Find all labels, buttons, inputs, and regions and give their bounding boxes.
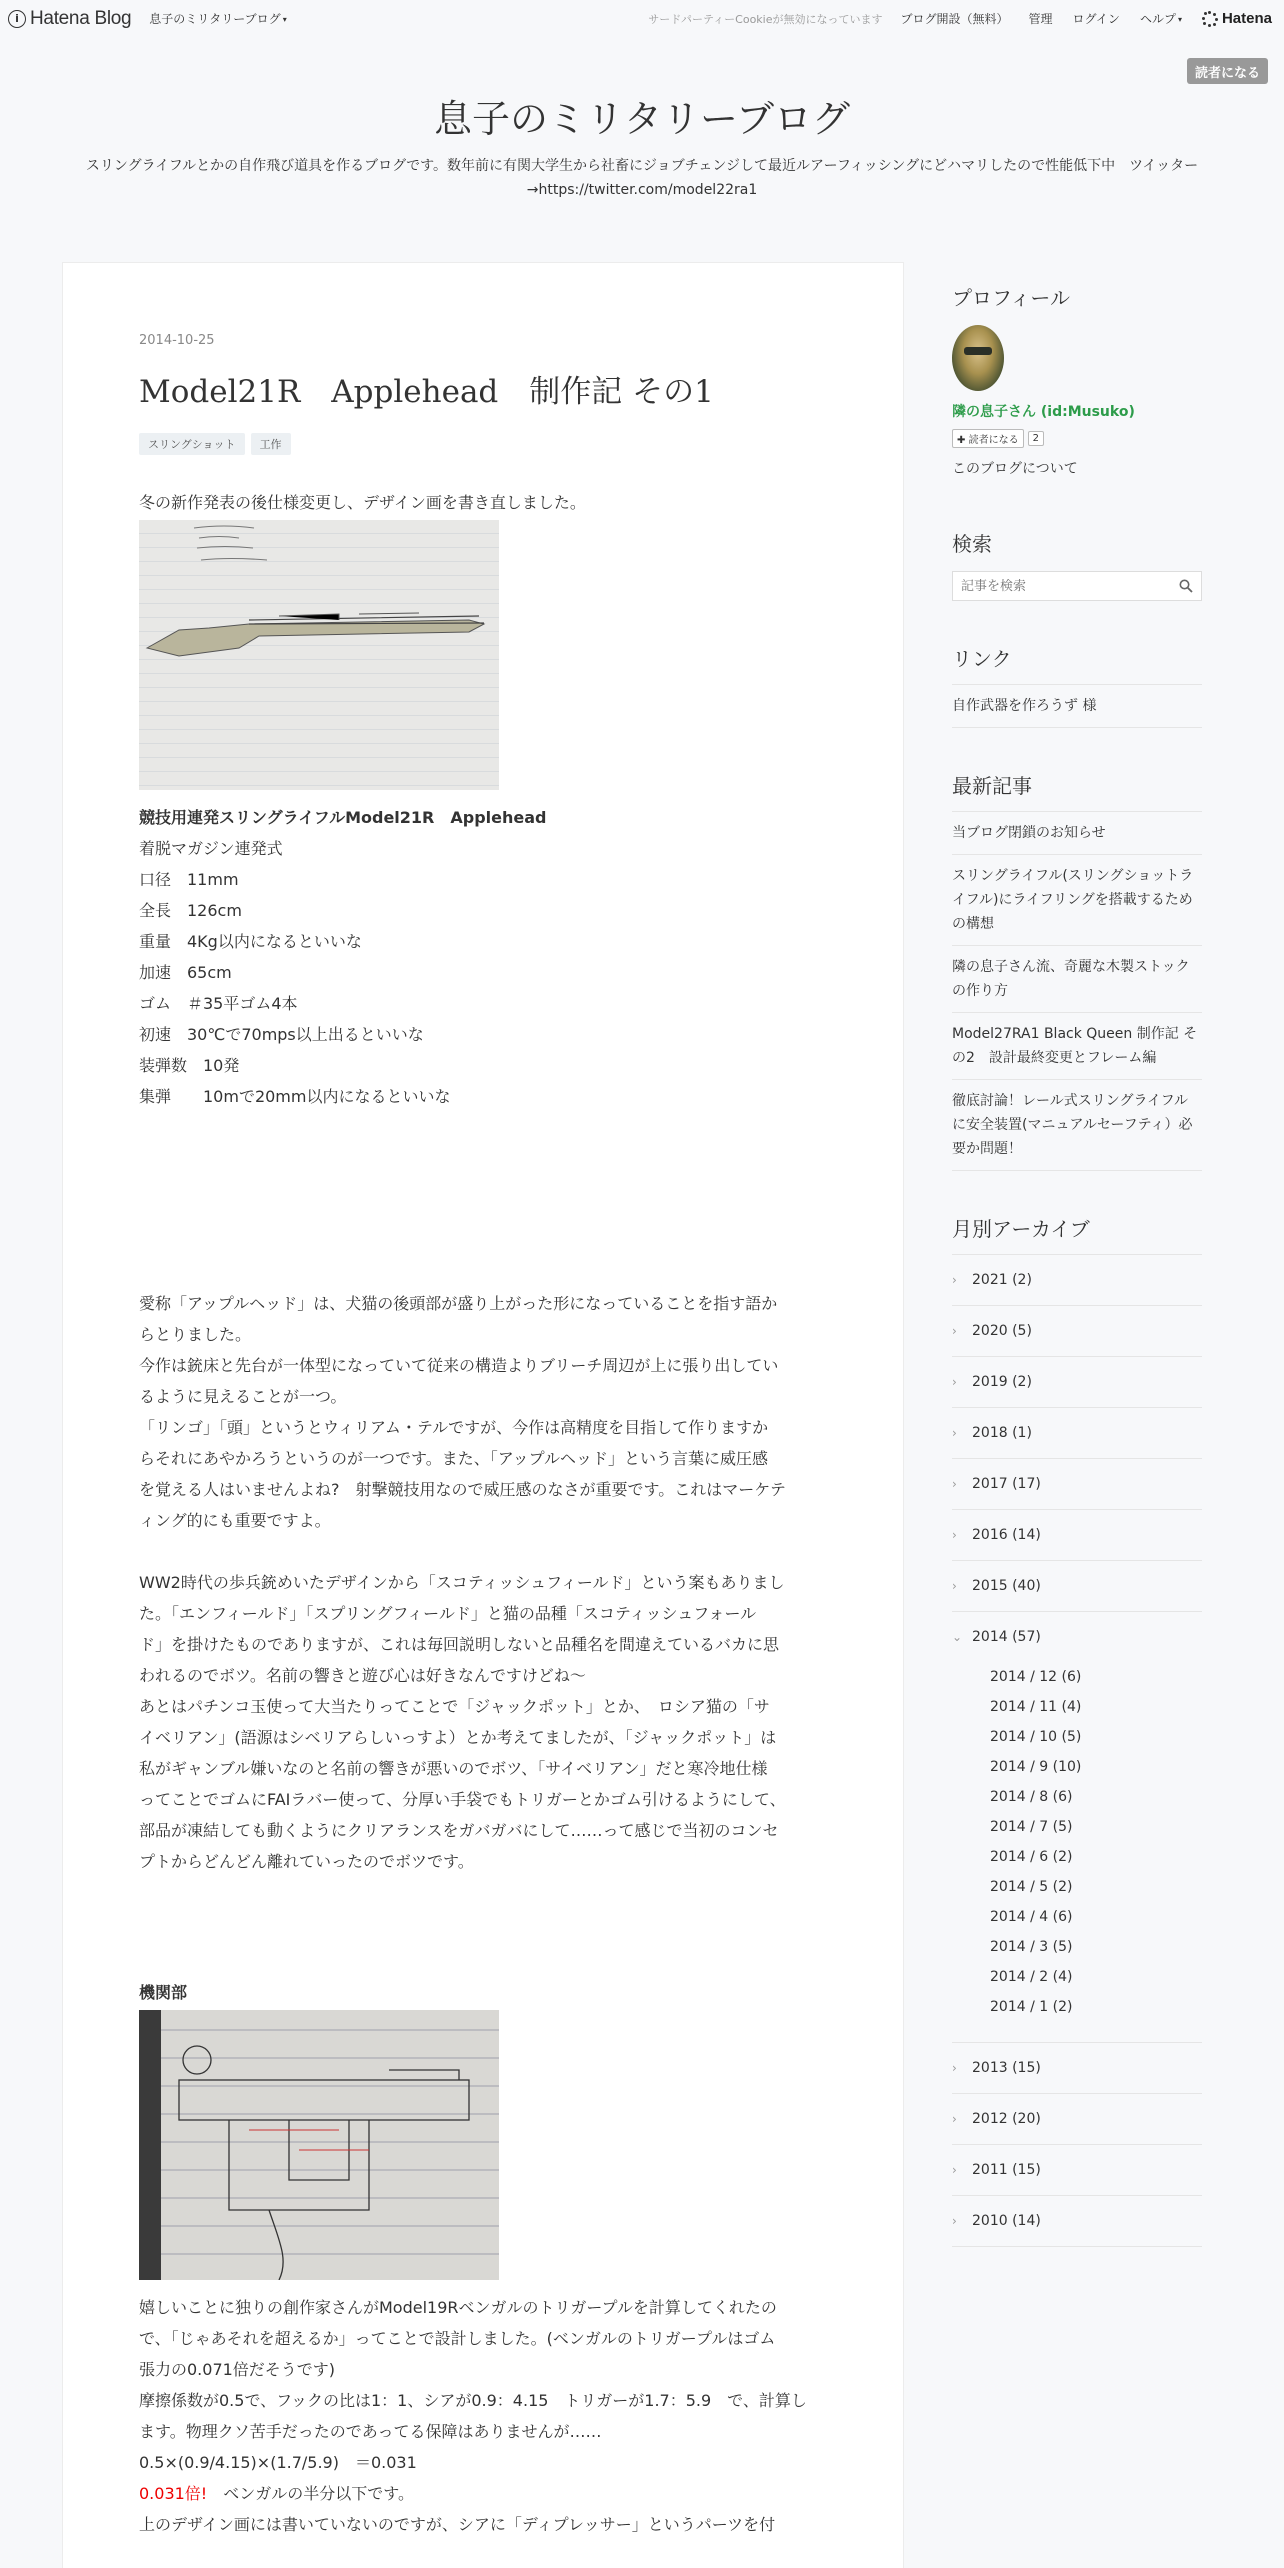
paragraph-line: 今作は銃床と先台が一体型になっていて従来の構造よりブリーチ周辺が上に張り出してい (139, 1356, 779, 1375)
hatena-dots-icon (1202, 11, 1218, 27)
result-highlight: 0.031倍! (139, 2484, 208, 2503)
hatena-logo-text: Hatena (1221, 10, 1272, 27)
paragraph-line: プトからどんどん離れていったのでボツです。 (139, 1852, 474, 1871)
chevron-right-icon: › (952, 1324, 957, 1338)
archive-list (952, 1254, 1202, 2247)
search-input[interactable] (961, 579, 1161, 594)
recent-post-link[interactable]: 徹底討論！レール式スリングライフルに安全装置(マニュアルセーフティ）必要か問題！ (952, 1080, 1202, 1171)
archive-year-label: 2019 (2) (972, 1374, 1032, 1390)
archive-month-link[interactable]: 2014 / 8 (6) (990, 1789, 1073, 1805)
search-module (952, 528, 1202, 601)
archive-year[interactable] (952, 1561, 1202, 1612)
archive-heading: 月別アーカイブ (952, 1217, 1090, 1241)
paragraph-line: らそれにあやかろうというのが一つです。また、「アップルヘッド」という言葉に威圧感 (139, 1449, 768, 1468)
spec-line: 重量 4Kg以内になるといいな (139, 932, 362, 951)
spec-line: 装弾数 10発 (139, 1056, 240, 1075)
archive-year-label: 2010 (14) (972, 2213, 1041, 2229)
archive-year[interactable] (952, 1408, 1202, 1459)
archive-year[interactable] (952, 1306, 1202, 1357)
recent-list (952, 811, 1202, 1171)
hatena-blog-logo-icon: i (8, 10, 26, 28)
paragraph-line: 私がギャンブル嫌いなのと名前の響きが悪いのでボツ、「サイベリアン」だと寒冷地仕様 (139, 1759, 768, 1778)
chevron-right-icon: › (952, 2061, 957, 2075)
paragraph-line: 摩擦係数が0.5で、フックの比は1：1、シアが0.9：4.15 トリガーが1.7：5.9 で、計算し (139, 2391, 807, 2410)
paragraph-line: ます。物理クソ苦手だったのであってる保障はありませんが…… (139, 2422, 602, 2441)
post-title[interactable]: Model21R Applehead 制作記 その1 (139, 374, 714, 410)
paragraph-line: イベリアン」(語源はシベリアらしいっすよ）とか考えてましたが、「ジャックポット」は (139, 1728, 777, 1747)
paragraph-line: われるのでボツ。名前の響きと遊び心は好きなんですけどね〜 (139, 1666, 586, 1685)
tag-craft[interactable]: 工作 (251, 433, 291, 455)
chevron-right-icon: › (952, 1273, 957, 1287)
links-list (952, 684, 1202, 728)
archive-month-link[interactable]: 2014 / 6 (2) (990, 1849, 1073, 1865)
help-menu[interactable] (1140, 10, 1182, 27)
login-link[interactable]: ログイン (1072, 12, 1120, 26)
subscribe-button[interactable]: 読者になる (1187, 58, 1268, 84)
blog-description: スリングライフルとかの自作飛び道具を作るブログです。数年前に有関大学生から社畜にジョブチェンジして最近ルアーフィッシングにどハマリしたので性能低下中 ツイッター→https://twitter.com/model22ra1 (85, 158, 1199, 198)
archive-year[interactable] (952, 1255, 1202, 1306)
archive-month-link[interactable]: 2014 / 1 (2) (990, 1999, 1073, 2015)
archive-month-link[interactable]: 2014 / 4 (6) (990, 1909, 1073, 1925)
recent-heading: 最新記事 (952, 774, 1032, 798)
archive-month-link[interactable]: 2014 / 7 (5) (990, 1819, 1073, 1835)
section-title: 機関部 (139, 1983, 188, 2002)
spec-line: 全長 126cm (139, 901, 242, 920)
paragraph-line: あとはパチンコ玉使って大当たりってことで「ジャックポット」とか、 ロシア猫の「サ (139, 1697, 770, 1716)
blog-title[interactable]: 息子のミリタリーブログ (433, 97, 851, 141)
spec-line: ゴム ＃35平ゴム4本 (139, 994, 298, 1013)
paragraph-line: ィング的にも重要ですよ。 (139, 1511, 331, 1530)
archive-year-label: 2021 (2) (972, 1272, 1032, 1288)
chevron-right-icon: › (952, 1579, 957, 1593)
archive-year-label: 2018 (1) (972, 1425, 1032, 1441)
archive-year-label: 2013 (15) (972, 2060, 1041, 2076)
paragraph-line: るように見えることが一つ。 (139, 1387, 347, 1406)
mechanism-sketch-drawing (139, 2010, 499, 2280)
chevron-right-icon: › (952, 1477, 957, 1491)
chevron-right-icon: › (952, 2112, 957, 2126)
sidebar (952, 282, 1202, 2247)
archive-year[interactable] (952, 2043, 1202, 2094)
paragraph-line: WW2時代の歩兵銃めいたデザインから「スコティッシュフィールド」という案もありまし (139, 1573, 785, 1592)
archive-year-label: 2016 (14) (972, 1527, 1041, 1543)
recent-post-link[interactable]: Model27RA1 Black Queen 制作記 その2 設計最終変更とフレーム編 (952, 1013, 1202, 1080)
caret-down-icon: ▾ (1177, 15, 1182, 24)
chevron-down-icon: ⌄ (952, 1630, 963, 1644)
profile-subscribe-button[interactable] (952, 429, 1024, 448)
archive-month-link[interactable]: 2014 / 9 (10) (990, 1759, 1082, 1775)
search-icon[interactable] (1179, 579, 1193, 593)
chevron-right-icon: › (952, 1426, 957, 1440)
archive-year[interactable] (952, 1510, 1202, 1561)
archive-month-link[interactable]: 2014 / 3 (5) (990, 1939, 1073, 1955)
archive-year-label: 2015 (40) (972, 1578, 1041, 1594)
links-heading: リンク (952, 647, 1012, 671)
spec-line: 口径 11mm (139, 870, 239, 889)
intro-text: 冬の新作発表の後仕様変更し、デザイン画を書き直しました。 (139, 493, 586, 512)
recent-posts-module (952, 770, 1202, 1171)
result-line (139, 2478, 829, 2509)
archive-month-link[interactable]: 2014 / 5 (2) (990, 1879, 1073, 1895)
post-body (139, 487, 829, 2540)
archive-month-link[interactable]: 2014 / 10 (5) (990, 1729, 1082, 1745)
archive-year[interactable] (952, 1459, 1202, 1510)
spec-line: 初速 30℃で70mps以上出るといいな (139, 1025, 424, 1044)
archive-year-label: 2012 (20) (972, 2111, 1041, 2127)
list-item[interactable]: 自作武器を作ろうず 様 (952, 685, 1202, 728)
paragraph-line: を覚える人はいませんよね? 射撃競技用なので威圧感のなさが重要です。これはマーケテ (139, 1480, 786, 1499)
cookie-notice: サードパーティーCookieが無効になっています (648, 12, 883, 26)
links-module (952, 643, 1202, 728)
paragraph-line: ド」を掛けたものでありますが、これは毎回説明しないと品種名を間違えているバカに思 (139, 1635, 780, 1654)
archive-year-label: 2020 (5) (972, 1323, 1032, 1339)
search-heading: 検索 (952, 532, 992, 556)
paragraph-line: 「リンゴ」「頭」というとウィリアム・テルですが、今作は高精度を目指して作りますか (139, 1418, 769, 1437)
paragraph-line: 0.5×(0.9/4.15)×(1.7/5.9) ＝0.031 (139, 2453, 417, 2472)
paragraph-line: ってことでゴムにFAIラバー使って、分厚い手袋でもトリガーとかゴム引けるようにして、 (139, 1790, 786, 1809)
tag-list (139, 433, 829, 455)
rifle-sketch-drawing (139, 520, 499, 790)
avatar[interactable] (952, 325, 1004, 391)
recent-post-link[interactable]: 当ブログ閉鎖のお知らせ (952, 812, 1202, 855)
tag-slingshot[interactable]: スリングショット (139, 433, 245, 455)
archive-year[interactable] (952, 2094, 1202, 2145)
reader-row (952, 429, 1202, 448)
chevron-right-icon: › (952, 1528, 957, 1542)
reader-count[interactable]: 2 (1028, 431, 1044, 446)
paragraph-line: 張力の0.071倍だそうです) (139, 2360, 336, 2379)
recent-post-link[interactable]: 隣の息子さん流、奇麗な木製ストックの作り方 (952, 946, 1202, 1013)
archive-year-open[interactable] (952, 1612, 1202, 1662)
open-blog-link[interactable]: ブログ開設（無料） (900, 12, 1009, 26)
search-box (952, 571, 1202, 601)
chevron-right-icon: › (952, 2163, 957, 2177)
avatar-visor (964, 347, 992, 355)
profile-name-link[interactable]: 隣の息子さん (id:Musuko) (952, 404, 1135, 420)
hatena-blog-logo[interactable] (8, 8, 131, 30)
archive-year-label: 2017 (17) (972, 1476, 1041, 1492)
chevron-right-icon: › (952, 2214, 957, 2228)
post-date[interactable]: 2014-10-25 (139, 333, 215, 348)
paragraph-line: 愛称「アップルヘッド」は、犬猫の後頭部が盛り上がった形になっていることを指す語か (139, 1294, 778, 1313)
archive-module (952, 1213, 1202, 2247)
help-label: ヘルプ (1139, 12, 1176, 26)
paragraph-line: た。「エンフィールド」「スプリングフィールド」と猫の品種「スコティッシュフォール (139, 1604, 757, 1623)
brand-text: Hatena Blog (30, 7, 132, 29)
paragraph-line: 上のデザイン画には書いていないのですが、シアに「ディプレッサー」というパーツを付 (139, 2515, 776, 2534)
result-rest: ベンガルの半分以下です。 (207, 2484, 414, 2503)
paragraph-line: で、「じゃあそれを超えるか」ってことで設計しました。(ベンガルのトリガープルはゴム (139, 2329, 776, 2348)
paragraph-line: 部品が凍結しても動くようにクリアランスをガバガバにして……って感じで当初のコンセ (139, 1821, 779, 1840)
profile-module (952, 282, 1202, 478)
archive-year-label: 2011 (15) (972, 2162, 1041, 2178)
hatena-logo[interactable] (1202, 10, 1272, 27)
paragraph-line: 嬉しいことに独りの創作家さんがModel19Rベンガルのトリガープルを計算してくれたの (139, 2298, 777, 2317)
plus-icon: ✚ (957, 435, 966, 446)
admin-link[interactable]: 管理 (1028, 12, 1053, 26)
archive-year[interactable] (952, 2145, 1202, 2196)
spec-line: 着脱マガジン連発式 (139, 839, 283, 858)
archive-year-label: 2014 (57) (972, 1629, 1041, 1645)
archive-month-link[interactable]: 2014 / 2 (4) (990, 1969, 1073, 1985)
paragraph-line: らとりました。 (139, 1325, 252, 1344)
archive-months (952, 1662, 1202, 2043)
caret-down-icon: ▾ (282, 15, 287, 24)
profile-heading: プロフィール (952, 286, 1070, 310)
profile-subscribe-label: 読者になる (968, 435, 1019, 446)
archive-month-link[interactable]: 2014 / 11 (4) (990, 1699, 1082, 1715)
chevron-right-icon: › (952, 1375, 957, 1389)
spec-line: 集弾 10mで20mm以内になるといいな (139, 1087, 451, 1106)
archive-year[interactable] (952, 1357, 1202, 1408)
about-blog-link[interactable]: このブログについて (952, 461, 1078, 477)
recent-post-link[interactable]: スリングライフル(スリングショットライフル)にライフリングを搭載するための構想 (952, 855, 1202, 946)
spec-title: 競技用連発スリングライフルModel21R Applehead (139, 808, 547, 827)
archive-month-link[interactable]: 2014 / 12 (6) (990, 1669, 1082, 1685)
blog-switcher-label: 息子のミリタリーブログ (149, 12, 281, 26)
blog-switcher[interactable] (149, 10, 286, 27)
rifle-design-sketch-image[interactable] (139, 520, 499, 790)
spec-line: 加速 65cm (139, 963, 232, 982)
main-content (62, 262, 904, 2568)
mechanism-sketch-image[interactable] (139, 2010, 499, 2280)
top-bar (0, 0, 1284, 37)
archive-year[interactable] (952, 2196, 1202, 2247)
post (139, 333, 829, 2540)
